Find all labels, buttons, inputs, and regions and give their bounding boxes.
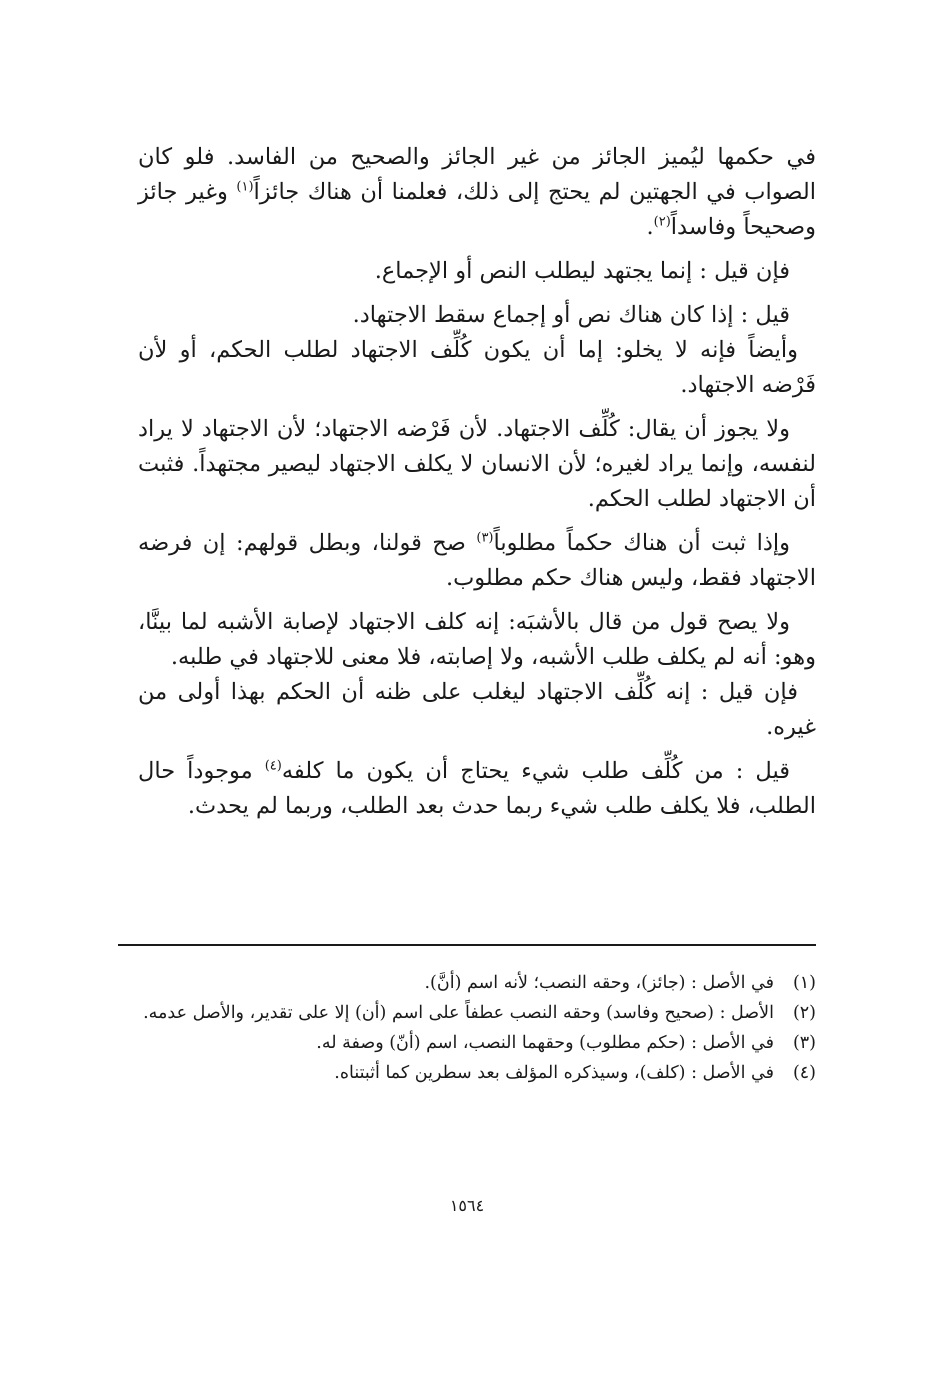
footnote-ref-2[interactable]: (٢)	[653, 214, 671, 230]
footnote-text: في الأصل : (حكم مطلوب) وحقهما النصب، اسم (أنّ) وصفة له.	[316, 1033, 774, 1053]
paragraph-9	[138, 754, 816, 824]
paragraph-6-text-a: وإذا ثبت أن هناك حكماً مطلوباً	[493, 530, 790, 556]
footnote-separator	[118, 944, 816, 946]
footnote-ref-4[interactable]: (٤)	[264, 758, 282, 774]
footnote-text: في الأصل : (جائز)، وحقه النصب؛ لأنه اسم (أنَّ).	[424, 973, 774, 993]
paragraph-3: قيل : إذا كان هناك نص أو إجماع سقط الاجتهاد.	[352, 302, 790, 328]
paragraph-2: فإن قيل : إنما يجتهد ليطلب النص أو الإجماع.	[374, 258, 790, 284]
paragraph-1	[138, 140, 816, 245]
footnote-1	[114, 968, 816, 998]
footnote-number: (٤)	[792, 1063, 816, 1083]
paragraph-7: ولا يصح قول من قال بالأشبَه: إنه كلف الاجتهاد لإصابة الأشبه لما بينَّا، وهو: أنه لم يكلف طلب الأشبه، ولا إصابته، فلا معنى للاجتهاد في طلبه.	[138, 609, 816, 670]
footnote-ref-3[interactable]: (٣)	[476, 530, 494, 546]
footnote-number: (١)	[792, 973, 816, 993]
paragraph-1-text-b: وغير جائز وصحيحاً وفاسداً	[138, 179, 816, 240]
paragraph-6	[138, 526, 816, 596]
paragraph-1-text-c: .	[646, 214, 654, 240]
paragraph-6-text-b: صح قولنا، وبطل قولهم: إن فرضه الاجتهاد فقط، وليس هناك حكم مطلوب.	[138, 530, 816, 591]
main-text	[138, 140, 816, 824]
footnote-number: (٣)	[792, 1033, 816, 1053]
footnote-3	[114, 1028, 816, 1058]
footnote-text: الأصل : (صحيح وفاسد) وحقه النصب عطفاً على اسم (أن) إلا على تقدير، والأصل عدمه.	[143, 1003, 774, 1023]
paragraph-9-text-a: قيل : من كُلِّف طلب شيء يحتاج أن يكون ما كلفه	[281, 758, 790, 784]
paragraph-4: وأيضاً فإنه لا يخلو: إما أن يكون كُلِّف الاجتهاد لطلب الحكم، أو لأن فَرْضه الاجتهاد.	[138, 337, 816, 398]
footnote-2	[114, 998, 816, 1028]
paragraph-5: ولا يجوز أن يقال: كُلِّف الاجتهاد. لأن فَرْضه الاجتهاد؛ لأن الاجتهاد لا يراد لنفسه، وإنما يراد لغيره؛ لأن الانسان لا يكلف الاجتهاد ليصير مجتهداً. فثبت أن الاجتهاد لطلب الحكم.	[138, 416, 816, 512]
footnote-ref-1[interactable]: (١)	[236, 179, 254, 195]
paragraph-1-text-a: في حكمها ليُميز الجائز من غير الجائز والصحيح من الفاسد. فلو كان الصواب في الجهتين لم يحتج إلى ذلك، فعلمنا أن هناك جائزاً	[138, 144, 816, 205]
paragraph-9-text-b: موجوداً حال الطلب، فلا يكلف طلب شيء ربما حدث بعد الطلب، وربما لم يحدث.	[138, 758, 816, 819]
page-number: ١٥٦٤	[449, 1196, 485, 1215]
footnote-number: (٢)	[792, 1003, 816, 1023]
paragraph-8: فإن قيل : إنه كُلِّف الاجتهاد ليغلب على ظنه أن الحكم بهذا أولى من غيره.	[138, 679, 816, 740]
footnotes	[114, 968, 816, 1088]
footnote-4	[114, 1058, 816, 1088]
footnote-text: في الأصل : (كلف)، وسيذكره المؤلف بعد سطرين كما أثبتناه.	[334, 1063, 774, 1083]
